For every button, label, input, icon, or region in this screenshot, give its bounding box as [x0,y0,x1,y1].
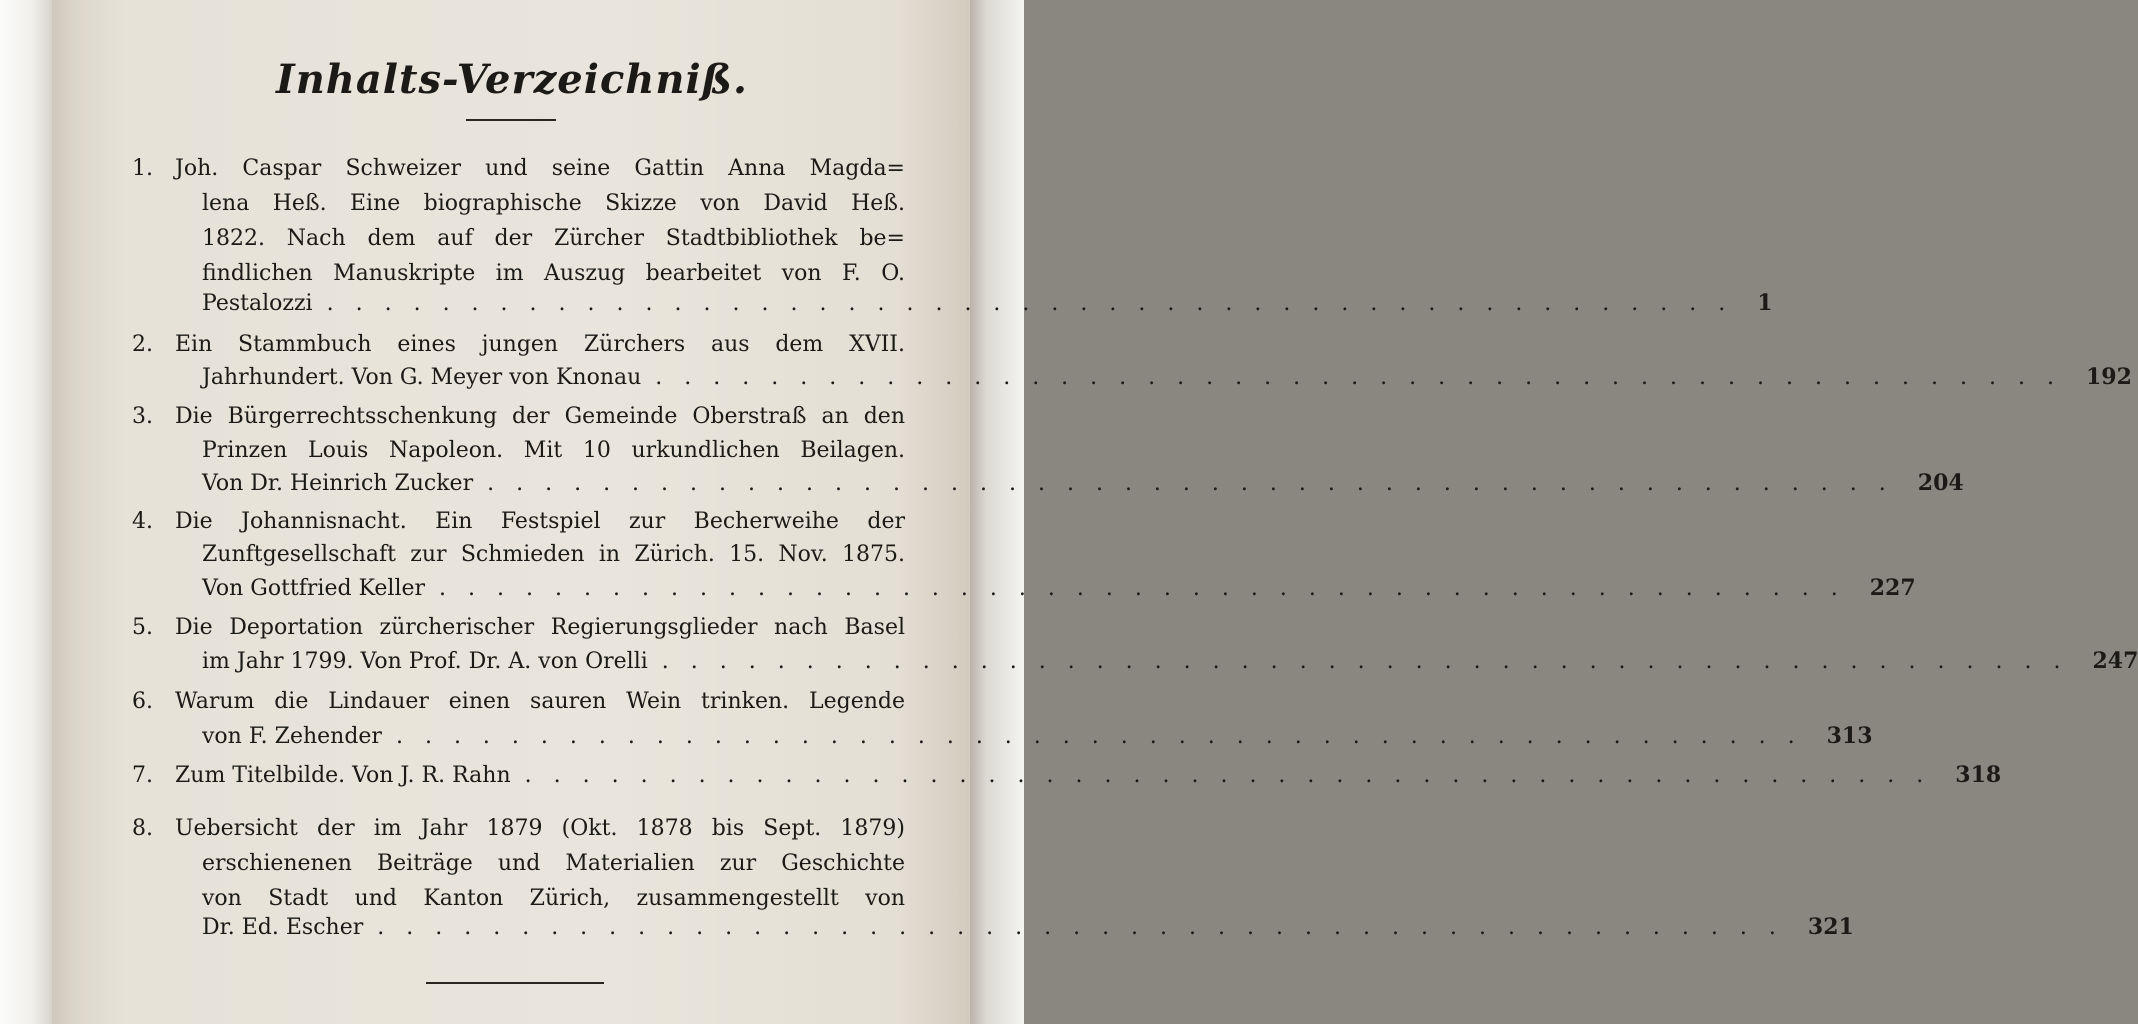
entry-line: erschienenen Beiträge und Materialien zur Geschichte [202,851,905,876]
entry-number: 8. [132,816,153,841]
entry-last-line [202,643,2138,680]
page-title: Inhalts-Verzeichniß. [276,56,748,103]
dot-leader: ................................................. [524,763,1946,788]
entry-line: von Stadt und Kanton Zürich, zusammengestellt von [202,886,905,911]
entry-text: Dr. Ed. Escher [202,915,364,940]
scan-margin-left [0,0,52,1024]
bottom-rule [426,982,604,984]
entry-text: Jahrhundert. Von G. Meyer von Knonau [202,365,642,390]
dot-leader: ................................................. [439,576,1860,601]
page-number: 318 [1955,762,2002,788]
entry-number: 7. [132,763,153,788]
entry-last-line [202,909,1854,946]
entry-text: von F. Zehender [202,724,382,749]
entry-text: Von Gottfried Keller [202,576,426,601]
entry-line: Prinzen Louis Napoleon. Mit 10 urkundlichen Beilagen. [202,438,905,463]
entry-last-line [202,285,1773,322]
page-number: 321 [1807,914,1854,940]
page-number: 1 [1757,290,1773,316]
page-number: 247 [2092,648,2138,674]
page-number: 227 [1869,575,1916,601]
title-rule [466,119,556,121]
entry-line: lena Heß. Eine biographische Skizze von David Heß. [202,191,905,216]
entry-last-line [202,718,1873,755]
entry-line: Zunftgesellschaft zur Schmieden in Zürich. 15. Nov. 1875. [202,542,905,567]
dot-leader: ................................................. [661,649,2083,674]
entry-line: Die Bürgerrechtsschenkung der Gemeinde Oberstraß an den [175,404,905,429]
entry-text: Von Dr. Heinrich Zucker [202,471,474,496]
entry-line: findlichen Manuskripte im Auszug bearbeitet von F. O. [202,261,905,286]
entry-line: Ein Stammbuch eines jungen Zürchers aus dem XVII. [175,332,905,357]
entry-text: im Jahr 1799. Von Prof. Dr. A. von Orelli [202,649,648,674]
dot-leader: ................................................. [377,915,1798,940]
dot-leader: ................................................. [395,724,1817,749]
entry-line: Joh. Caspar Schweizer und seine Gattin Anna Magda= [175,156,905,181]
page-number: 192 [2085,364,2132,390]
page-number: 204 [1917,470,1964,496]
entry-line: Die Deportation zürcherischer Regierungsglieder nach Basel [175,615,905,640]
entry-line: 1822. Nach dem auf der Zürcher Stadtbibliothek be= [202,226,905,251]
entry-last-line [202,359,2132,396]
dot-leader: ................................................. [487,471,1908,496]
dot-leader: ................................................. [326,291,1748,316]
scan-margin-right [970,0,1024,1024]
page-number: 313 [1826,723,1873,749]
entry-text: Zum Titelbilde. Von J. R. Rahn [175,763,511,788]
entry-line: Warum die Lindauer einen sauren Wein trinken. Legende [175,689,905,714]
entry-text: Pestalozzi [202,291,313,316]
entry-last-line [202,570,1916,607]
entry-number: 5. [132,615,153,640]
entry-last-line [175,757,2002,794]
entry-number: 3. [132,404,153,429]
entry-line: Die Johannisnacht. Ein Festspiel zur Becherweihe der [175,509,905,534]
entry-line: Uebersicht der im Jahr 1879 (Okt. 1878 bis Sept. 1879) [175,816,905,841]
entry-number: 2. [132,332,153,357]
entry-number: 1. [132,156,153,181]
entry-number: 4. [132,509,153,534]
entry-number: 6. [132,689,153,714]
dot-leader: ................................................. [655,365,2076,390]
entry-last-line [202,465,1964,502]
